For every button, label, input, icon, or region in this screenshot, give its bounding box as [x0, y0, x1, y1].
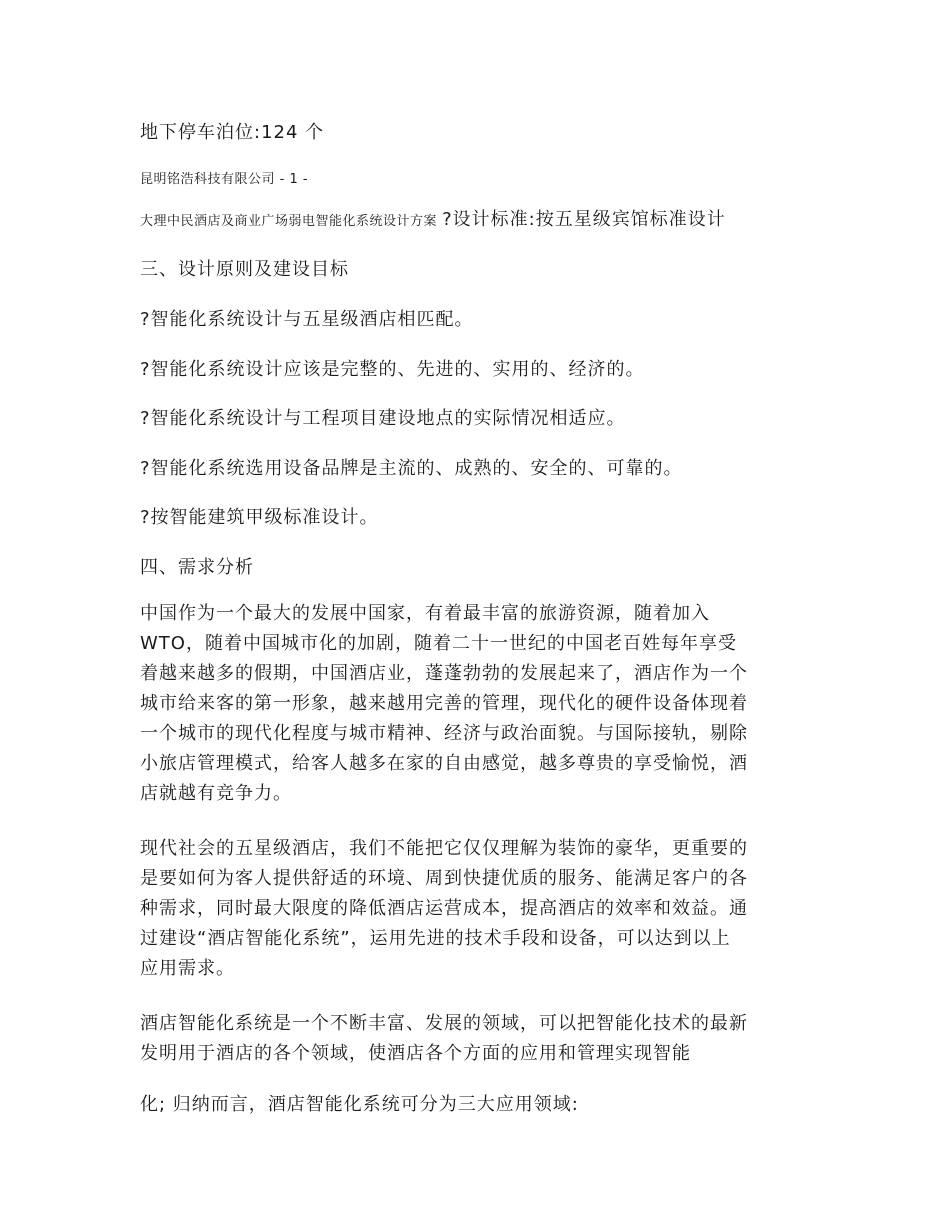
- parking-line: 地下停车泊位:124 个: [140, 122, 325, 143]
- title-standard-row: [140, 205, 726, 231]
- section3-heading: 三、设计原则及建设目标: [140, 259, 349, 280]
- paragraph-line: 种需求，同时最大限度的降低酒店运营成本，提高酒店的效率和效益。通: [140, 898, 748, 919]
- paragraph-1: [140, 599, 812, 809]
- design-standard: ?设计标准:按五星级宾馆标准设计: [442, 209, 726, 230]
- document-title: 大理中民酒店及商业广场弱电智能化系统设计方案: [140, 214, 438, 229]
- paragraph-4: 化; 归纳而言，酒店智能化系统可分为三大应用领域:: [140, 1094, 579, 1115]
- section4-heading: 四、需求分析: [140, 557, 254, 578]
- principle-item: ?智能化系统设计应该是完整的、先进的、实用的、经济的。: [140, 359, 645, 380]
- paragraph-line: 发明用于酒店的各个领域，使酒店各个方面的应用和管理实现智能: [140, 1043, 691, 1064]
- paragraph-line: 一个城市的现代化程度与城市精神、经济与政治面貌。与国际接轨，剔除: [140, 723, 748, 744]
- paragraph-line: 现代社会的五星级酒店，我们不能把它仅仅理解为装饰的豪华，更重要的: [140, 838, 748, 859]
- paragraph-line: 小旅店管理模式，给客人越多在家的自由感觉，越多尊贵的享受愉悦，酒: [140, 753, 748, 774]
- principle-item: ?智能化系统选用设备品牌是主流的、成熟的、安全的、可靠的。: [140, 458, 683, 479]
- paragraph-line: 是要如何为客人提供舒适的环境、周到快捷优质的服务、能满足客户的各: [140, 868, 748, 889]
- paragraph-line: 过建设“酒店智能化系统”，运用先进的技术手段和设备，可以达到以上: [140, 928, 731, 949]
- paragraph-line: WTO，随着中国城市化的加剧，随着二十一世纪的中国老百姓每年享受: [140, 633, 737, 654]
- paragraph-line: 店就越有竞争力。: [140, 783, 292, 804]
- paragraph-line: 城市给来客的第一形象，越来越用完善的管理，现代化的硬件设备体现着: [140, 693, 748, 714]
- paragraph-line: 着越来越多的假期，中国酒店业，蓬蓬勃勃的发展起来了，酒店作为一个: [140, 663, 748, 684]
- principle-item: ?智能化系统设计与工程项目建设地点的实际情况相适应。: [140, 408, 626, 429]
- paragraph-3: [140, 1009, 812, 1069]
- principle-item: ?按智能建筑甲级标准设计。: [140, 507, 379, 528]
- paragraph-line: 应用需求。: [140, 958, 235, 979]
- company-footer: 昆明铭浩科技有限公司 - 1 -: [140, 172, 309, 187]
- paragraph-line: 中国作为一个最大的发展中国家，有着最丰富的旅游资源，随着加入: [140, 603, 710, 624]
- paragraph-2: [140, 834, 812, 984]
- principle-item: ?智能化系统设计与五星级酒店相匹配。: [140, 309, 474, 330]
- paragraph-line: 酒店智能化系统是一个不断丰富、发展的领域，可以把智能化技术的最新: [140, 1013, 748, 1034]
